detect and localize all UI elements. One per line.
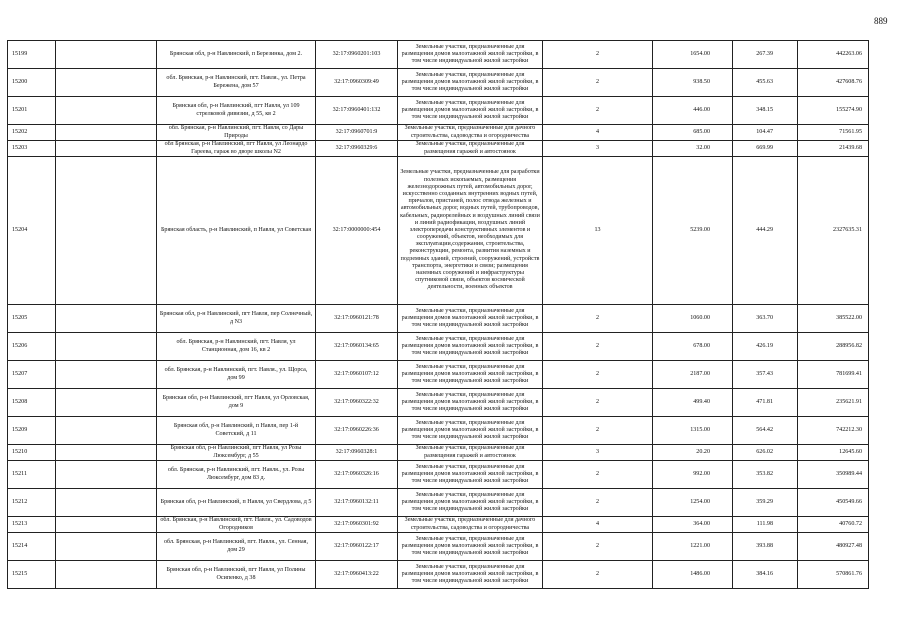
table-row bbox=[8, 361, 869, 389]
area-cell: 5239.00 bbox=[653, 157, 733, 305]
empty-cell bbox=[56, 389, 157, 417]
address-cell: Брянская обл, р-н Навлинский, п Навля, ул Свердлова, д 5 bbox=[157, 489, 316, 517]
empty-cell bbox=[56, 305, 157, 333]
table-row bbox=[8, 445, 869, 461]
cadastral-value-cell: 21439.68 bbox=[798, 141, 869, 157]
cadastral-number-cell: 32:17:0960322:32 bbox=[316, 389, 398, 417]
land-use-cell: Земельные участки, предназначенные для дачного строительства, садоводства и огородничества bbox=[398, 517, 543, 533]
address-cell: обл. Брянская, р-н Навлинский, пгт. Навля., ул. Розы Люксембург, дом 83 д. bbox=[157, 461, 316, 489]
row-number: 15215 bbox=[8, 561, 56, 589]
row-number: 15202 bbox=[8, 125, 56, 141]
cadastral-value-cell: 442263.06 bbox=[798, 41, 869, 69]
land-use-cell: Земельные участки, предназначенные для разработки полезных ископаемых, размещения железнодорожных путей, автомобильных дорог, искусственно созданных внутренних водных путей, причалов, пристаней, полос отвода железных и автомобильных дорог, водных путей, трубопроводов, кабельных, радиорелейных и воздушных линий связи и линий радиофикации, воздушных линий электропередачи конструктивных элементов и сооружений, объектов, необходимых для эксплуатации,содержания, строительства, реконструкции, ремонта, развития наземных и подземных зданий, строений, сооружений, устройств транспорта, энергетики и связи; размещения наземных сооружений и инфраструктуры спутниковой связи, объектов космической деятельности, военных объектов bbox=[398, 157, 543, 305]
empty-cell bbox=[56, 445, 157, 461]
land-use-cell: Земельные участки, предназначенные для размещения гаражей и автостоянок bbox=[398, 445, 543, 461]
cadastral-number-cell: 32:17:0960329:6 bbox=[316, 141, 398, 157]
cadastral-value-cell: 12645.60 bbox=[798, 445, 869, 461]
empty-cell bbox=[56, 361, 157, 389]
area-cell: 685.00 bbox=[653, 125, 733, 141]
empty-cell bbox=[56, 333, 157, 361]
address-cell: обл Брянская, р-н Навлинский, пгт Навля, ул Леонардо Гареева, гараж во дворе школы N2 bbox=[157, 141, 316, 157]
category-cell: 2 bbox=[543, 41, 653, 69]
category-cell: 2 bbox=[543, 389, 653, 417]
empty-cell bbox=[56, 141, 157, 157]
cadastral-value-cell: 40760.72 bbox=[798, 517, 869, 533]
row-number: 15199 bbox=[8, 41, 56, 69]
address-cell: Брянская обл, р-н Навлинский, пгт Навля, пер Солнечный, д N3 bbox=[157, 305, 316, 333]
area-cell: 499.40 bbox=[653, 389, 733, 417]
empty-cell bbox=[56, 69, 157, 97]
cadastral-number-cell: 32:17:0960326:16 bbox=[316, 461, 398, 489]
specific-value-cell: 359.29 bbox=[733, 489, 798, 517]
land-use-cell: Земельные участки, предназначенные для размещения домов малоэтажной жилой застройки, в том числе индивидуальной жилой застройки bbox=[398, 561, 543, 589]
specific-value-cell: 384.16 bbox=[733, 561, 798, 589]
category-cell: 3 bbox=[543, 141, 653, 157]
address-cell: Брянская обл, р-н Навлинский, пгт Навля, ул Полины Осипенко, д 38 bbox=[157, 561, 316, 589]
specific-value-cell: 363.70 bbox=[733, 305, 798, 333]
cadastral-number-cell: 32:17:0960701:9 bbox=[316, 125, 398, 141]
specific-value-cell: 393.88 bbox=[733, 533, 798, 561]
row-number: 15201 bbox=[8, 97, 56, 125]
area-cell: 938.50 bbox=[653, 69, 733, 97]
category-cell: 2 bbox=[543, 489, 653, 517]
cadastral-value-cell: 2327635.31 bbox=[798, 157, 869, 305]
empty-cell bbox=[56, 41, 157, 69]
area-cell: 20.20 bbox=[653, 445, 733, 461]
land-use-cell: Земельные участки, предназначенные для размещения домов малоэтажной жилой застройки, в том числе индивидуальной жилой застройки bbox=[398, 533, 543, 561]
cadastral-value-cell: 427608.76 bbox=[798, 69, 869, 97]
category-cell: 2 bbox=[543, 461, 653, 489]
cadastral-number-cell: 32:17:0960121:78 bbox=[316, 305, 398, 333]
address-cell: обл. Брянская, р-н Навлинский, пгт. Навля, ул Станционная, дом 16, кв 2 bbox=[157, 333, 316, 361]
cadastral-value-cell: 742212.30 bbox=[798, 417, 869, 445]
table-row bbox=[8, 461, 869, 489]
specific-value-cell: 104.47 bbox=[733, 125, 798, 141]
specific-value-cell: 267.39 bbox=[733, 41, 798, 69]
area-cell: 364.00 bbox=[653, 517, 733, 533]
category-cell: 2 bbox=[543, 333, 653, 361]
area-cell: 1060.00 bbox=[653, 305, 733, 333]
row-number: 15211 bbox=[8, 461, 56, 489]
land-use-cell: Земельные участки, предназначенные для размещения домов малоэтажной жилой застройки, в том числе индивидуальной жилой застройки bbox=[398, 69, 543, 97]
address-cell: Брянская обл, р-н Навлинский, пгт Навля, ул Орловская, дом 9 bbox=[157, 389, 316, 417]
empty-cell bbox=[56, 461, 157, 489]
land-use-cell: Земельные участки, предназначенные для размещения домов малоэтажной жилой застройки, в том числе индивидуальной жилой застройки bbox=[398, 97, 543, 125]
address-cell: обл. Брянская, р-н Навлинский, пгт. Навля., ул. Садоводов Огородников bbox=[157, 517, 316, 533]
empty-cell bbox=[56, 561, 157, 589]
table-row bbox=[8, 561, 869, 589]
specific-value-cell: 357.43 bbox=[733, 361, 798, 389]
cadastral-number-cell: 32:17:0960134:65 bbox=[316, 333, 398, 361]
category-cell: 2 bbox=[543, 361, 653, 389]
row-number: 15200 bbox=[8, 69, 56, 97]
row-number: 15206 bbox=[8, 333, 56, 361]
specific-value-cell: 471.81 bbox=[733, 389, 798, 417]
table-row bbox=[8, 41, 869, 69]
land-use-cell: Земельные участки, предназначенные для размещения домов малоэтажной жилой застройки, в том числе индивидуальной жилой застройки bbox=[398, 41, 543, 69]
cadastral-value-cell: 385522.00 bbox=[798, 305, 869, 333]
row-number: 15214 bbox=[8, 533, 56, 561]
table-row bbox=[8, 417, 869, 445]
cadastral-number-cell: 32:17:0000000:454 bbox=[316, 157, 398, 305]
table-row bbox=[8, 157, 869, 305]
area-cell: 678.00 bbox=[653, 333, 733, 361]
empty-cell bbox=[56, 533, 157, 561]
cadastral-value-cell: 235621.91 bbox=[798, 389, 869, 417]
cadastral-number-cell: 32:17:0960401:132 bbox=[316, 97, 398, 125]
land-use-cell: Земельные участки, предназначенные для размещения домов малоэтажной жилой застройки, в том числе индивидуальной жилой застройки bbox=[398, 361, 543, 389]
cadastral-value-cell: 450549.66 bbox=[798, 489, 869, 517]
row-number: 15203 bbox=[8, 141, 56, 157]
area-cell: 446.00 bbox=[653, 97, 733, 125]
land-use-cell: Земельные участки, предназначенные для размещения домов малоэтажной жилой застройки, в том числе индивидуальной жилой застройки bbox=[398, 389, 543, 417]
row-number: 15207 bbox=[8, 361, 56, 389]
cadastral-number-cell: 32:17:0960328:1 bbox=[316, 445, 398, 461]
address-cell: Брянская область, р-н Навлинский, п Навля, ул Советская bbox=[157, 157, 316, 305]
category-cell: 2 bbox=[543, 305, 653, 333]
land-use-cell: Земельные участки, предназначенные для размещения домов малоэтажной жилой застройки, в том числе индивидуальной жилой застройки bbox=[398, 333, 543, 361]
category-cell: 13 bbox=[543, 157, 653, 305]
land-use-cell: Земельные участки, предназначенные для размещения домов малоэтажной жилой застройки, в том числе индивидуальной жилой застройки bbox=[398, 305, 543, 333]
cadastral-number-cell: 32:17:0960107:12 bbox=[316, 361, 398, 389]
category-cell: 3 bbox=[543, 445, 653, 461]
land-use-cell: Земельные участки, предназначенные для размещения домов малоэтажной жилой застройки, в том числе индивидуальной жилой застройки bbox=[398, 489, 543, 517]
category-cell: 2 bbox=[543, 417, 653, 445]
specific-value-cell: 348.15 bbox=[733, 97, 798, 125]
row-number: 15209 bbox=[8, 417, 56, 445]
land-use-cell: Земельные участки, предназначенные для размещения домов малоэтажной жилой застройки, в том числе индивидуальной жилой застройки bbox=[398, 461, 543, 489]
table-row bbox=[8, 97, 869, 125]
area-cell: 1315.00 bbox=[653, 417, 733, 445]
land-use-cell: Земельные участки, предназначенные для размещения домов малоэтажной жилой застройки, в том числе индивидуальной жилой застройки bbox=[398, 417, 543, 445]
empty-cell bbox=[56, 97, 157, 125]
table-row bbox=[8, 517, 869, 533]
specific-value-cell: 444.29 bbox=[733, 157, 798, 305]
empty-cell bbox=[56, 489, 157, 517]
category-cell: 2 bbox=[543, 97, 653, 125]
cadastral-value-cell: 781699.41 bbox=[798, 361, 869, 389]
specific-value-cell: 111.98 bbox=[733, 517, 798, 533]
address-cell: Брянская обл, р-н Навлинский, п Березинка, дом 2. bbox=[157, 41, 316, 69]
area-cell: 1654.00 bbox=[653, 41, 733, 69]
empty-cell bbox=[56, 157, 157, 305]
address-cell: обл. Брянская, р-н Навлинский, пгт. Навля., ул. Сенная, дом 29 bbox=[157, 533, 316, 561]
category-cell: 2 bbox=[543, 561, 653, 589]
address-cell: Брянская обл, р-н Навлинский, пгт Навля, ул 109 стрелковой дивизии, д 55, кв 2 bbox=[157, 97, 316, 125]
table-row bbox=[8, 333, 869, 361]
area-cell: 2187.00 bbox=[653, 361, 733, 389]
land-use-cell: Земельные участки, предназначенные для дачного строительства, садоводства и огородничества bbox=[398, 125, 543, 141]
area-cell: 32.00 bbox=[653, 141, 733, 157]
table-row bbox=[8, 389, 869, 417]
cadastral-value-cell: 288956.82 bbox=[798, 333, 869, 361]
row-number: 15205 bbox=[8, 305, 56, 333]
cadastral-value-table bbox=[7, 40, 869, 589]
cadastral-value-cell: 350989.44 bbox=[798, 461, 869, 489]
specific-value-cell: 564.42 bbox=[733, 417, 798, 445]
cadastral-number-cell: 32:17:0960301:92 bbox=[316, 517, 398, 533]
cadastral-number-cell: 32:17:0960226:36 bbox=[316, 417, 398, 445]
cadastral-value-cell: 155274.90 bbox=[798, 97, 869, 125]
row-number: 15212 bbox=[8, 489, 56, 517]
cadastral-value-cell: 480927.48 bbox=[798, 533, 869, 561]
empty-cell bbox=[56, 125, 157, 141]
specific-value-cell: 353.82 bbox=[733, 461, 798, 489]
cadastral-value-cell: 570861.76 bbox=[798, 561, 869, 589]
area-cell: 1254.00 bbox=[653, 489, 733, 517]
category-cell: 2 bbox=[543, 69, 653, 97]
cadastral-number-cell: 32:17:0960309:49 bbox=[316, 69, 398, 97]
page-number: 889 bbox=[874, 16, 888, 26]
specific-value-cell: 426.19 bbox=[733, 333, 798, 361]
table-row bbox=[8, 69, 869, 97]
category-cell: 2 bbox=[543, 533, 653, 561]
address-cell: Брянская обл, р-н Навлинский, п Навля, пер 1-й Советский, д 11 bbox=[157, 417, 316, 445]
category-cell: 4 bbox=[543, 517, 653, 533]
area-cell: 1486.00 bbox=[653, 561, 733, 589]
row-number: 15210 bbox=[8, 445, 56, 461]
land-use-cell: Земельные участки, предназначенные для размещения гаражей и автостоянок bbox=[398, 141, 543, 157]
area-cell: 992.00 bbox=[653, 461, 733, 489]
table-row bbox=[8, 305, 869, 333]
cadastral-number-cell: 32:17:0960132:11 bbox=[316, 489, 398, 517]
specific-value-cell: 455.63 bbox=[733, 69, 798, 97]
cadastral-value-cell: 71561.95 bbox=[798, 125, 869, 141]
address-cell: Брянская обл, р-н Навлинский, пгт Навля, ул Розы Люксембург, д 55 bbox=[157, 445, 316, 461]
table-row bbox=[8, 141, 869, 157]
cadastral-number-cell: 32:17:0960201:103 bbox=[316, 41, 398, 69]
table-row bbox=[8, 489, 869, 517]
cadastral-number-cell: 32:17:0960413:22 bbox=[316, 561, 398, 589]
address-cell: обл. Брянская, р-н Навлинский, пгт. Навля, со Дары Природы bbox=[157, 125, 316, 141]
row-number: 15204 bbox=[8, 157, 56, 305]
empty-cell bbox=[56, 417, 157, 445]
cadastral-number-cell: 32:17:0960122:17 bbox=[316, 533, 398, 561]
row-number: 15208 bbox=[8, 389, 56, 417]
empty-cell bbox=[56, 517, 157, 533]
address-cell: обл. Брянская, р-н Навлинский, пгт. Навля., ул. Петра Бережена, дом 57 bbox=[157, 69, 316, 97]
area-cell: 1221.00 bbox=[653, 533, 733, 561]
category-cell: 4 bbox=[543, 125, 653, 141]
specific-value-cell: 626.02 bbox=[733, 445, 798, 461]
specific-value-cell: 669.99 bbox=[733, 141, 798, 157]
address-cell: обл. Брянская, р-н Навлинский, пгт. Навля., ул. Щорса, дом 99 bbox=[157, 361, 316, 389]
table-row bbox=[8, 125, 869, 141]
table-row bbox=[8, 533, 869, 561]
row-number: 15213 bbox=[8, 517, 56, 533]
